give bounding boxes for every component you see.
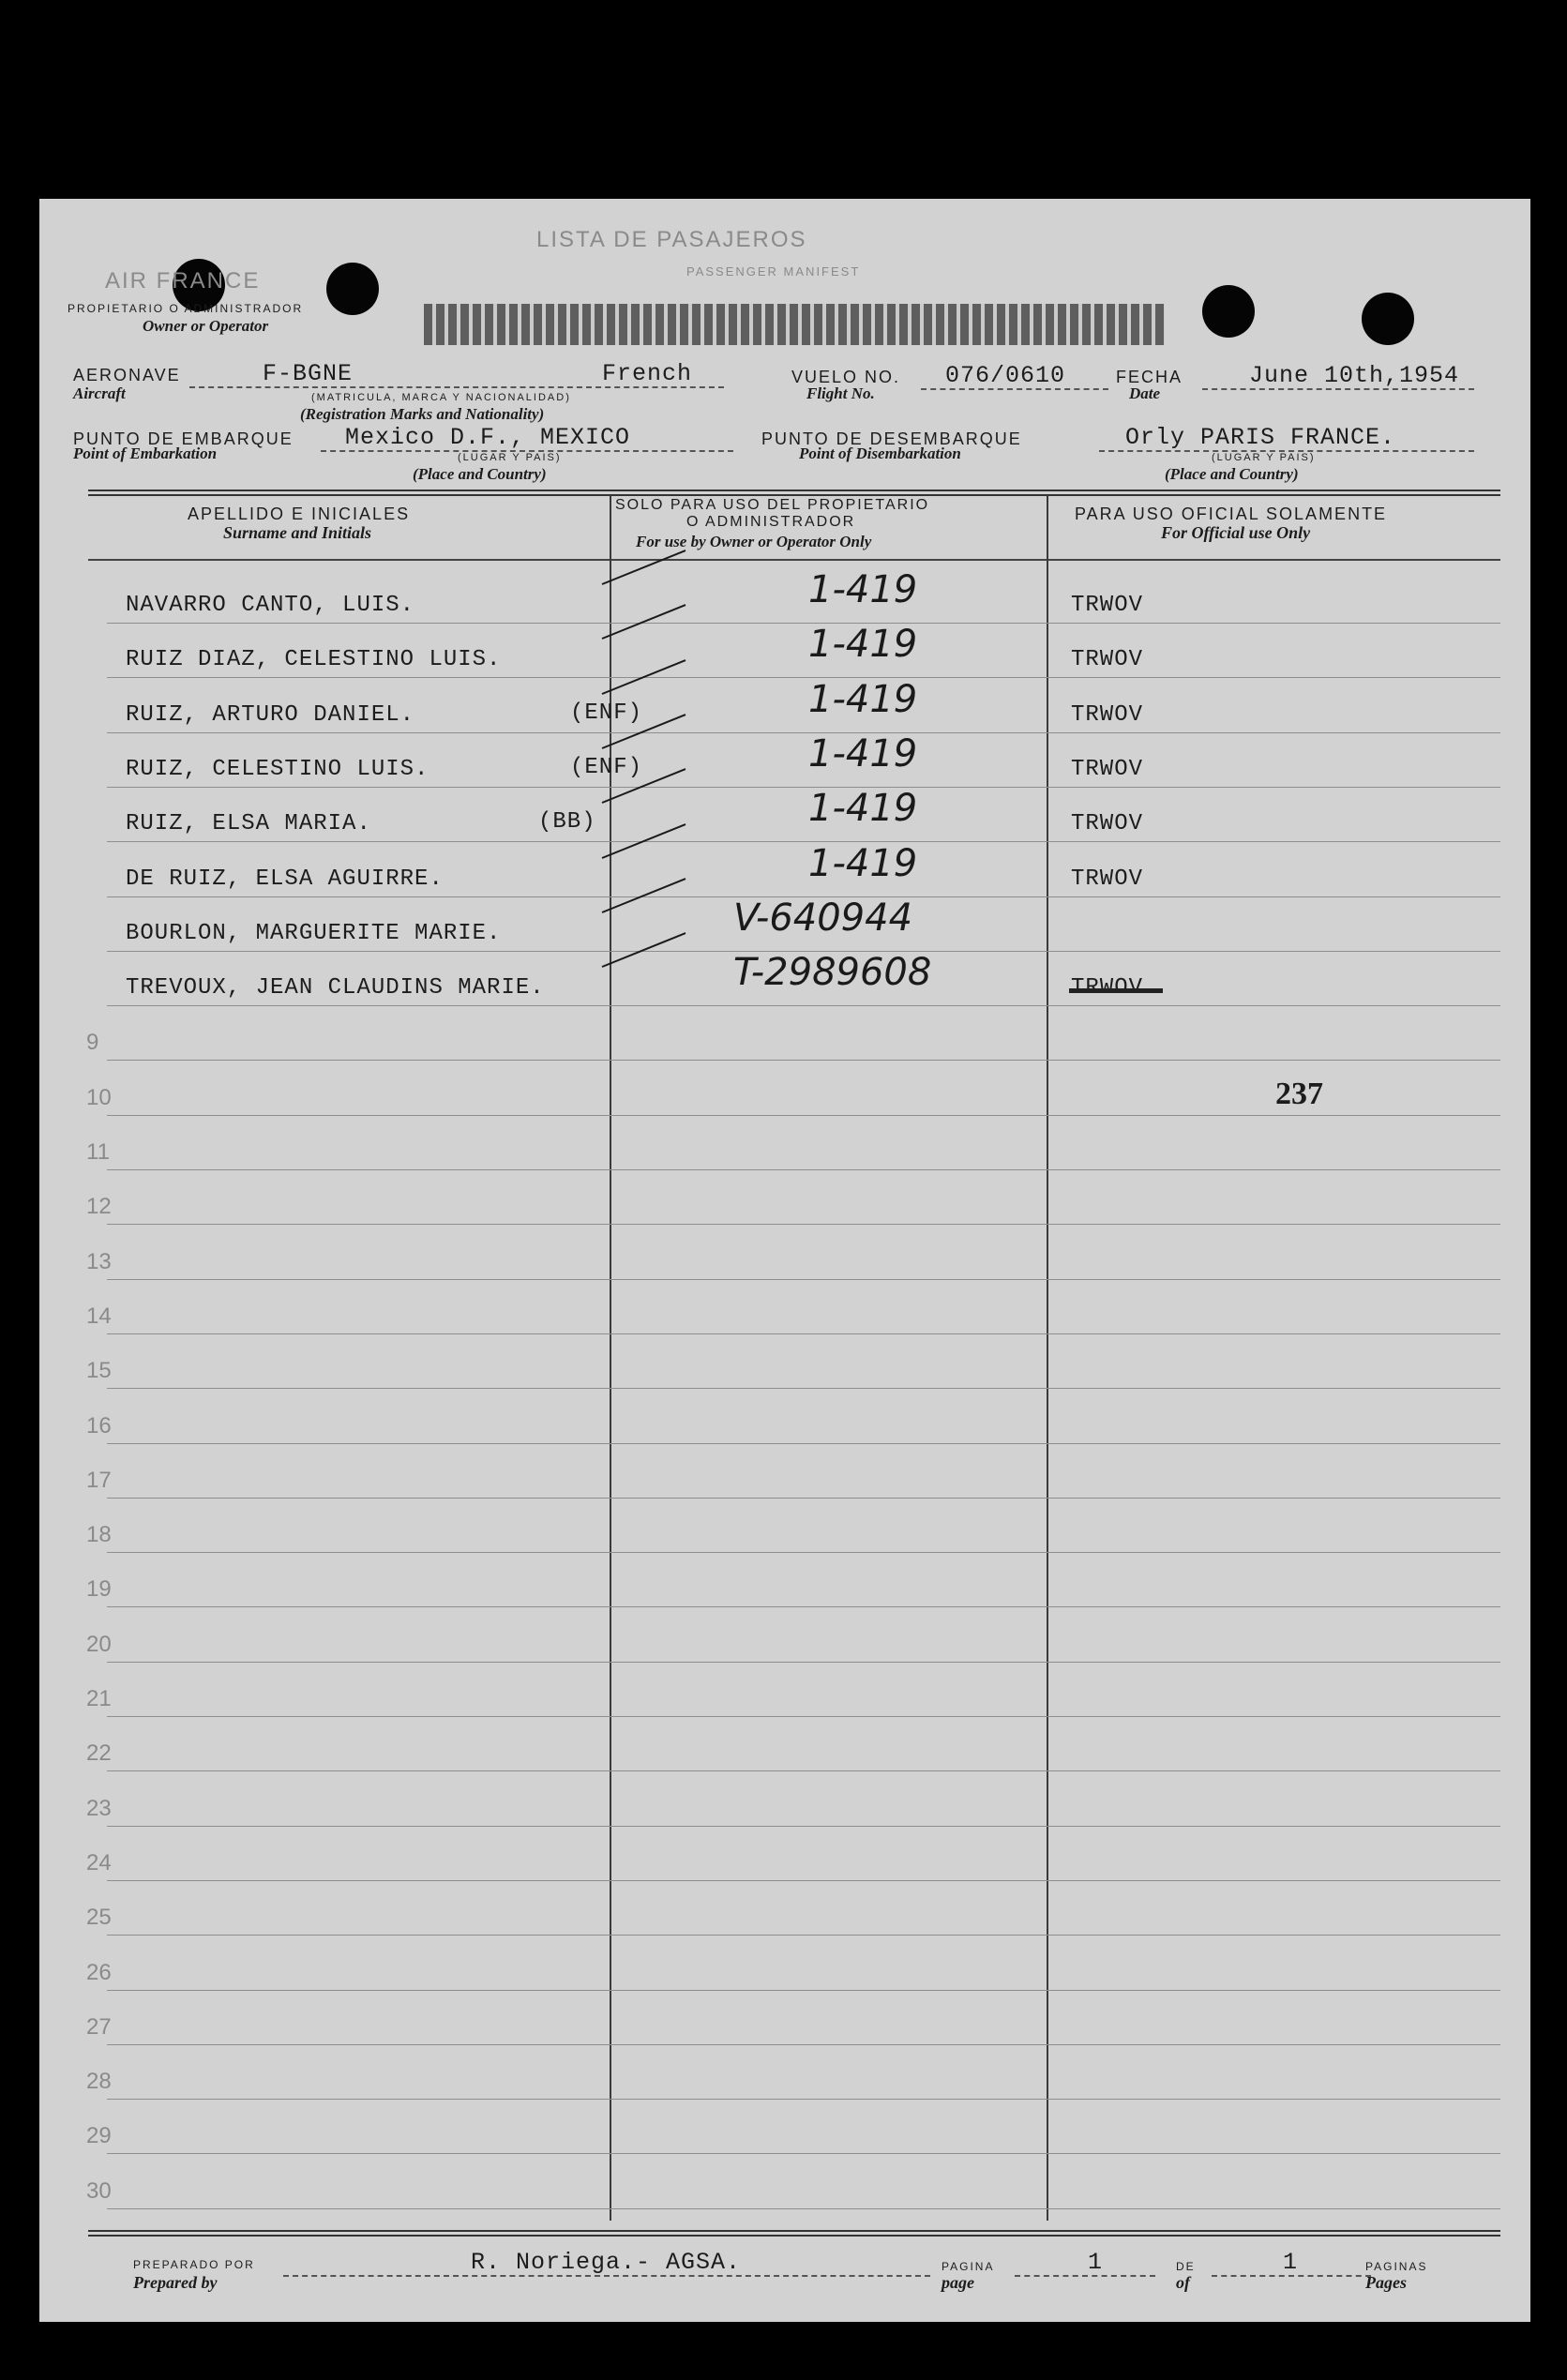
column-header-owner-es-2: O ADMINISTRADOR: [686, 514, 856, 530]
prepared-label-es: PREPARADO POR: [133, 2258, 255, 2271]
punch-hole: [1202, 285, 1255, 338]
passenger-name: RUIZ, CELESTINO LUIS.: [126, 757, 429, 782]
registration-caption-es: (MATRICULA, MARCA Y NACIONALIDAD): [311, 392, 571, 403]
of-line: [1212, 2275, 1371, 2277]
disembark-caption-es: (LUGAR Y PAIS): [1212, 452, 1316, 463]
passenger-name: BOURLON, MARGUERITE MARIE.: [126, 921, 502, 946]
column-separator: [610, 495, 611, 2221]
embark-label-en: Point of Embarkation: [73, 444, 218, 462]
of-label-en: of: [1176, 2273, 1190, 2292]
row-number: 26: [86, 1960, 112, 1985]
column-header-surname-en: Surname and Initials: [223, 523, 372, 542]
row-rule: [107, 1880, 1500, 1881]
row-rule: [107, 1935, 1500, 1936]
row-rule: [107, 1005, 1500, 1006]
total-pages: 1: [1283, 2249, 1299, 2276]
row-number: 20: [86, 1632, 112, 1657]
row-rule: [107, 1388, 1500, 1389]
page-line: [1015, 2275, 1155, 2277]
owner-code: 1-419: [808, 678, 918, 721]
pages-label-en: Pages: [1365, 2273, 1407, 2292]
column-header-official-en: For Official use Only: [1161, 523, 1311, 542]
strike-through-mark: [1069, 988, 1163, 993]
row-number: 30: [86, 2178, 112, 2204]
row-rule: [107, 1606, 1500, 1607]
row-number: 28: [86, 2069, 112, 2094]
row-rule: [107, 2044, 1500, 2045]
faint-title: LISTA DE PASAJEROS: [536, 227, 807, 252]
aircraft-label-es: AERONAVE: [73, 366, 181, 384]
header-rule: [88, 559, 1500, 561]
passenger-note: (BB): [538, 809, 596, 835]
table-bottom-rule: [88, 2230, 1500, 2232]
row-rule: [107, 1552, 1500, 1553]
embark-caption-en: (Place and Country): [413, 465, 547, 483]
row-rule: [107, 1990, 1500, 1991]
passenger-name: RUIZ, ARTURO DANIEL.: [126, 702, 415, 728]
passenger-note: (ENF): [570, 755, 643, 780]
embark-caption-es: (LUGAR Y PAIS): [458, 452, 562, 463]
row-number: 23: [86, 1796, 112, 1821]
row-number: 13: [86, 1249, 112, 1274]
prepared-line: [283, 2275, 930, 2277]
row-number: 24: [86, 1850, 112, 1875]
column-separator: [1047, 495, 1048, 2221]
aircraft-label-en: Aircraft: [73, 384, 126, 402]
page-label-en: page: [942, 2273, 974, 2292]
punch-hole: [326, 263, 379, 315]
prepared-by: R. Noriega.- AGSA.: [471, 2249, 742, 2276]
owner-code: T-2989608: [733, 951, 932, 994]
date-line: [1202, 388, 1474, 390]
row-number: 18: [86, 1522, 112, 1547]
row-rule: [107, 2153, 1500, 2154]
row-rule: [107, 1279, 1500, 1280]
disembark-label-es: PUNTO DE DESEMBARQUE: [761, 429, 1022, 448]
pages-label-es: PAGINAS: [1365, 2260, 1428, 2273]
disembark-label-en: Point of Disembarkation: [799, 444, 961, 462]
faint-subtitle: PASSENGER MANIFEST: [686, 264, 861, 279]
column-header-official-es: PARA USO OFICIAL SOLAMENTE: [1075, 505, 1388, 523]
passenger-note: (ENF): [570, 700, 643, 726]
date-label-en: Date: [1129, 384, 1161, 402]
row-rule: [107, 1662, 1500, 1663]
owner-label-en: Owner or Operator: [143, 317, 269, 335]
row-number: 9: [86, 1030, 99, 1055]
passenger-name: NAVARRO CANTO, LUIS.: [126, 593, 415, 618]
official-code: TRWOV: [1071, 593, 1144, 618]
flight-number: 076/0610: [945, 362, 1066, 389]
row-rule: [107, 1443, 1500, 1444]
row-rule: [107, 2099, 1500, 2100]
page-label-es: PAGINA: [942, 2260, 995, 2273]
owner-code: 1-419: [808, 842, 918, 885]
flight-label-en: Flight No.: [806, 384, 875, 402]
column-header-owner-en: For use by Owner or Operator Only: [636, 533, 872, 550]
aircraft-line: [189, 386, 724, 388]
owner-code: 1-419: [808, 732, 918, 776]
prepared-label-en: Prepared by: [133, 2273, 218, 2292]
owner-label-es: PROPIETARIO O ADMINISTRADOR: [68, 302, 304, 315]
registration-caption-en: (Registration Marks and Nationality): [300, 405, 545, 423]
row-rule: [107, 1224, 1500, 1225]
check-tick-mark: [602, 550, 686, 585]
passenger-name: TREVOUX, JEAN CLAUDINS MARIE.: [126, 975, 545, 1001]
table-bottom-rule: [88, 2235, 1500, 2237]
row-rule: [107, 732, 1500, 733]
official-code: TRWOV: [1071, 647, 1144, 672]
row-number: 16: [86, 1413, 112, 1439]
row-rule: [107, 841, 1500, 842]
passenger-name: RUIZ DIAZ, CELESTINO LUIS.: [126, 647, 502, 672]
row-number: 14: [86, 1303, 112, 1329]
owner-code: 1-419: [808, 787, 918, 830]
flight-date: June 10th,1954: [1249, 362, 1460, 389]
disembark-caption-en: (Place and Country): [1165, 465, 1299, 483]
owner-code: 1-419: [808, 623, 918, 666]
row-rule: [107, 1115, 1500, 1116]
row-rule: [107, 677, 1500, 678]
column-header-owner-es-1: SOLO PARA USO DEL PROPIETARIO: [615, 497, 930, 513]
table-top-rule: [88, 494, 1500, 496]
row-rule: [107, 1333, 1500, 1334]
of-label-es: DE: [1176, 2260, 1196, 2273]
row-number: 21: [86, 1686, 112, 1711]
owner-code: 1-419: [808, 568, 918, 611]
official-code: TRWOV: [1071, 757, 1144, 782]
row-number: 17: [86, 1468, 112, 1493]
row-number: 29: [86, 2123, 112, 2148]
embark-label-es: PUNTO DE EMBARQUE: [73, 429, 294, 448]
owner-code: V-640944: [733, 896, 913, 940]
row-number: 22: [86, 1740, 112, 1766]
official-code: TRWOV: [1071, 866, 1144, 892]
table-top-rule: [88, 490, 1500, 491]
date-label-es: FECHA: [1116, 368, 1183, 386]
column-header-surname-es: APELLIDO E INICIALES: [188, 505, 411, 523]
aircraft-nationality: French: [602, 360, 693, 387]
owner-faint: AIR FRANCE: [105, 268, 261, 294]
passenger-name: RUIZ, ELSA MARIA.: [126, 811, 371, 836]
row-rule: [107, 1060, 1500, 1061]
flight-line: [921, 388, 1108, 390]
official-code: TRWOV: [1071, 811, 1144, 836]
row-rule: [107, 1770, 1500, 1771]
row-number: 15: [86, 1358, 112, 1383]
page-number: 1: [1088, 2249, 1104, 2276]
row-number: 25: [86, 1905, 112, 1930]
flight-label-es: VUELO NO.: [791, 368, 901, 386]
disembark-place: Orly PARIS FRANCE.: [1125, 424, 1396, 451]
row-rule: [107, 623, 1500, 624]
row-number: 10: [86, 1085, 112, 1110]
row-rule: [107, 1169, 1500, 1170]
stamp-number: 237: [1275, 1077, 1323, 1111]
row-number: 11: [86, 1139, 110, 1165]
row-number: 19: [86, 1576, 112, 1602]
overprint-stamp: [424, 304, 1165, 345]
embark-place: Mexico D.F., MEXICO: [345, 424, 631, 451]
row-rule: [107, 2208, 1500, 2209]
row-number: 27: [86, 2014, 112, 2040]
row-number: 12: [86, 1194, 112, 1219]
row-rule: [107, 787, 1500, 788]
punch-hole: [1362, 293, 1414, 345]
official-code: TRWOV: [1071, 702, 1144, 728]
row-rule: [107, 1716, 1500, 1717]
aircraft-registration: F-BGNE: [263, 360, 354, 387]
row-rule: [107, 1826, 1500, 1827]
row-rule: [107, 1498, 1500, 1499]
manifest-page: [39, 199, 1530, 2322]
passenger-name: DE RUIZ, ELSA AGUIRRE.: [126, 866, 444, 892]
